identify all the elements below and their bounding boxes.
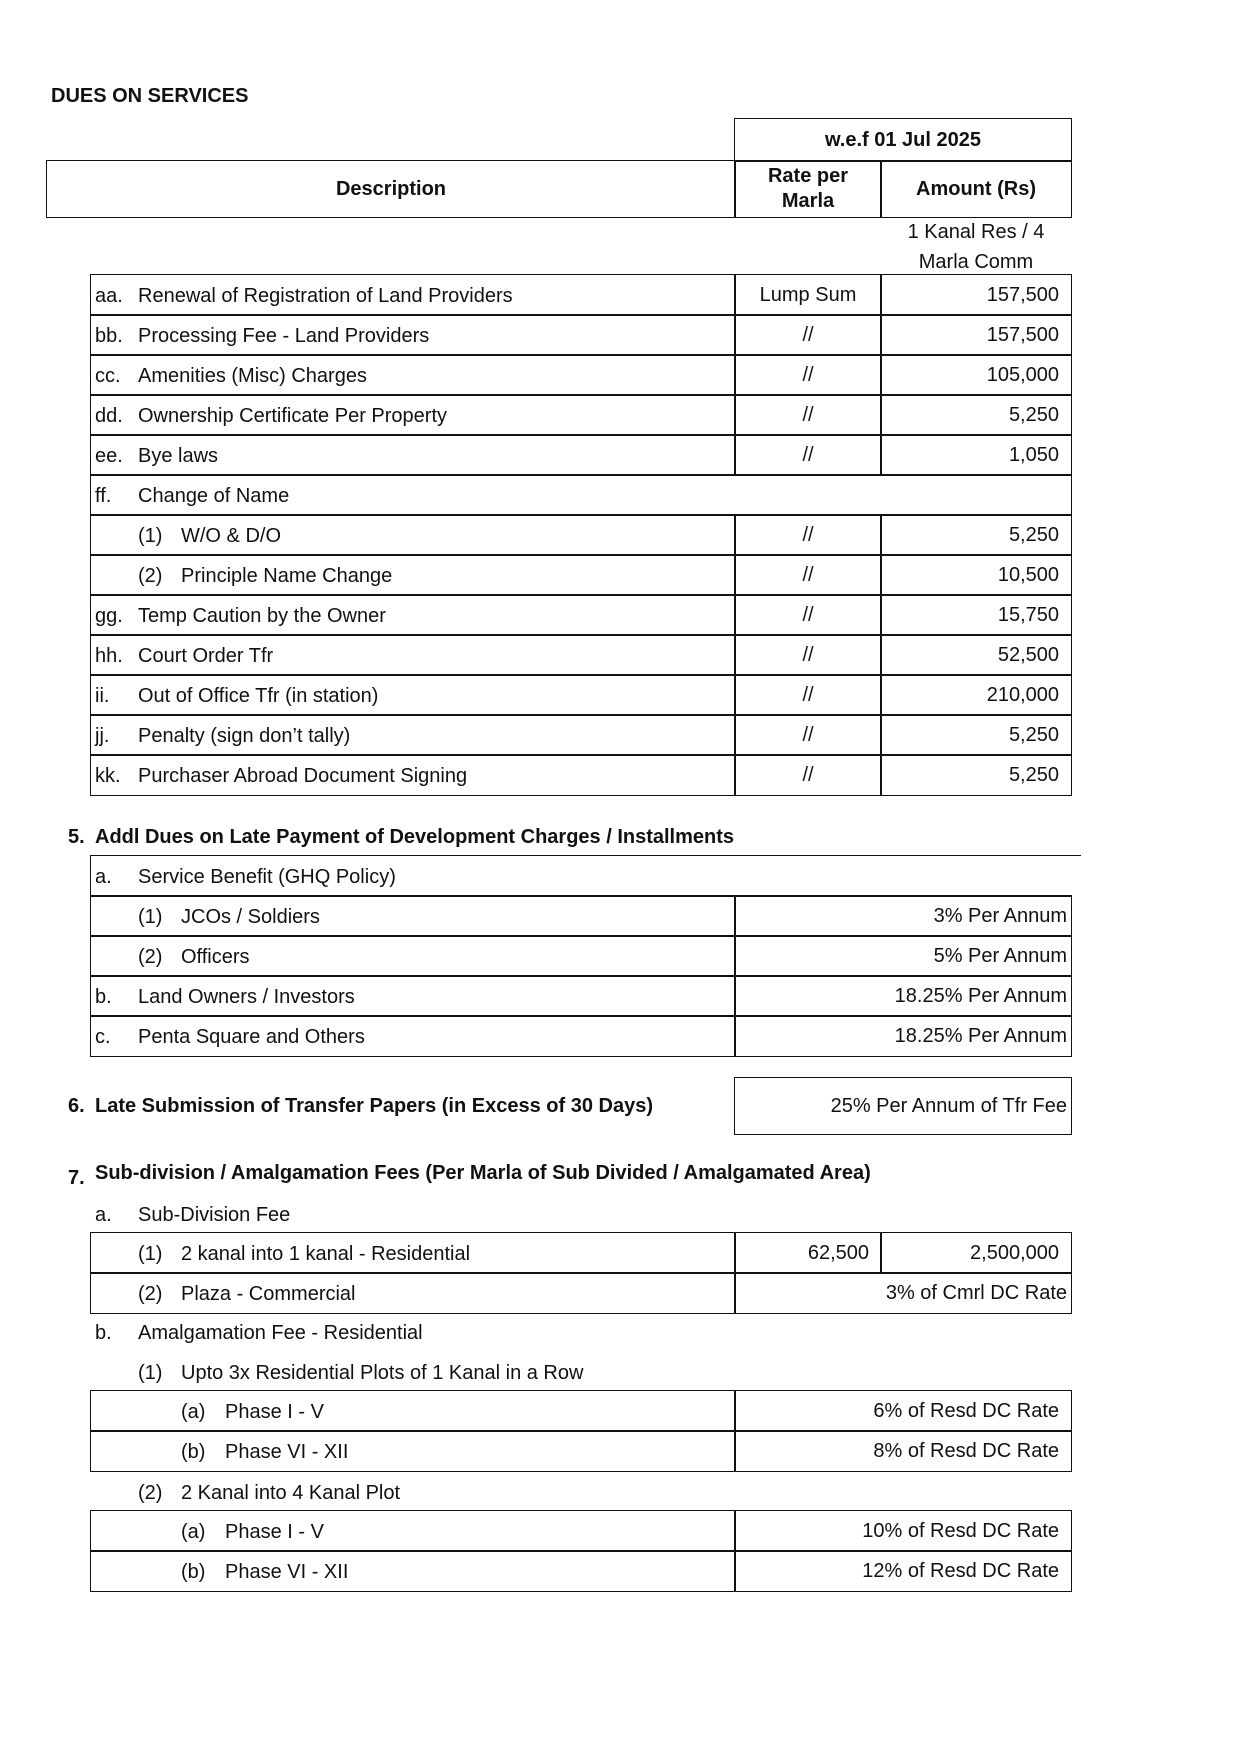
sub-note-line-2: Marla Comm: [918, 251, 1034, 273]
row-label: Principle Name Change: [181, 565, 393, 587]
row-code: kk.: [95, 765, 121, 787]
row-code: c.: [95, 1026, 111, 1048]
row-code: a.: [95, 866, 112, 888]
s7-b2-label: 2 Kanal into 4 Kanal Plot: [181, 1482, 401, 1504]
row-rate: //: [734, 594, 882, 636]
row-code: (1): [138, 525, 163, 547]
section-6-number: 6.: [68, 1095, 85, 1117]
s7-b1-code: (1): [138, 1362, 163, 1384]
row-value: 5% Per Annum: [734, 935, 1072, 977]
row-amount: 157,500: [880, 274, 1072, 316]
row-amount: 52,500: [880, 634, 1072, 676]
amount-header: Amount (Rs): [880, 160, 1072, 218]
row-rate: //: [734, 434, 882, 476]
description-header: Description: [46, 160, 736, 218]
s7-b1b-value: 8% of Resd DC Rate: [734, 1430, 1072, 1472]
row-amount: 1,050: [880, 434, 1072, 476]
row-code: cc.: [95, 365, 121, 387]
row-label: Penta Square and Others: [138, 1026, 365, 1048]
rate-per-marla-header: Rate per Marla: [734, 160, 882, 218]
row-rate: //: [734, 514, 882, 556]
sub-note-line-1: 1 Kanal Res / 4: [907, 221, 1045, 243]
s7-b-label: Amalgamation Fee - Residential: [138, 1322, 423, 1344]
s7-b2a-value: 10% of Resd DC Rate: [734, 1510, 1072, 1552]
row-label: Court Order Tfr: [138, 645, 274, 667]
s7-a2-label: Plaza - Commercial: [181, 1283, 356, 1305]
row-amount: 15,750: [880, 594, 1072, 636]
row-rate: //: [734, 634, 882, 676]
s7-b2-code: (2): [138, 1482, 163, 1504]
row-label: Land Owners / Investors: [138, 986, 355, 1008]
s7-b2b-value: 12% of Resd DC Rate: [734, 1550, 1072, 1592]
row-code: gg.: [95, 605, 123, 627]
row-label: Penalty (sign don’t tally): [138, 725, 351, 747]
s7-b2b-code: (b): [181, 1561, 206, 1583]
s7-b1b-code: (b): [181, 1441, 206, 1463]
row-code: bb.: [95, 325, 123, 347]
row-amount: 5,250: [880, 714, 1072, 756]
s7-b1a-code: (a): [181, 1401, 206, 1423]
s7-a-code: a.: [95, 1204, 112, 1226]
row-rate: //: [734, 354, 882, 396]
page-title: DUES ON SERVICES: [51, 85, 249, 107]
row-amount: 5,250: [880, 394, 1072, 436]
row-value: 18.25% Per Annum: [734, 1015, 1072, 1057]
row-label: Temp Caution by the Owner: [138, 605, 386, 627]
s7-b1b-label: Phase VI - XII: [225, 1441, 349, 1463]
s7-a-label: Sub-Division Fee: [138, 1204, 291, 1226]
row-code: hh.: [95, 645, 123, 667]
row-label: Ownership Certificate Per Property: [138, 405, 448, 427]
row-code: aa.: [95, 285, 123, 307]
s7-b1a-value: 6% of Resd DC Rate: [734, 1390, 1072, 1432]
section-5-number: 5.: [68, 826, 85, 848]
s7-b-code: b.: [95, 1322, 112, 1344]
row-code: (2): [138, 565, 163, 587]
row-rate: Lump Sum: [734, 274, 882, 316]
row-rate: //: [734, 314, 882, 356]
row-code: jj.: [95, 725, 110, 747]
s7-a1-label: 2 kanal into 1 kanal - Residential: [181, 1243, 471, 1265]
section-7-number: 7.: [68, 1167, 85, 1189]
s7-a2-value: 3% of Cmrl DC Rate: [734, 1272, 1072, 1314]
row-rate: //: [734, 554, 882, 596]
row-code: b.: [95, 986, 112, 1008]
row-rate: //: [734, 714, 882, 756]
s7-b2a-label: Phase I - V: [225, 1521, 324, 1543]
row-value: 3% Per Annum: [734, 895, 1072, 937]
s7-a1-rate: 62,500: [734, 1232, 882, 1274]
row-rate: //: [734, 394, 882, 436]
row-code: (1): [138, 906, 163, 928]
row-label: W/O & D/O: [181, 525, 281, 547]
row-code: (2): [138, 946, 163, 968]
row-label: Officers: [181, 946, 250, 968]
row-rate: //: [734, 674, 882, 716]
row-label: Bye laws: [138, 445, 219, 467]
row-label: Purchaser Abroad Document Signing: [138, 765, 468, 787]
row-label: Renewal of Registration of Land Providers: [138, 285, 513, 307]
row-label: Change of Name: [138, 485, 290, 507]
row-label: Out of Office Tfr (in station): [138, 685, 379, 707]
row-code: dd.: [95, 405, 123, 427]
row-value: 18.25% Per Annum: [734, 975, 1072, 1017]
row-amount: 10,500: [880, 554, 1072, 596]
row-rate: //: [734, 754, 882, 796]
row-label: JCOs / Soldiers: [181, 906, 320, 928]
section-6-value: 25% Per Annum of Tfr Fee: [734, 1077, 1072, 1135]
section-5-title: Addl Dues on Late Payment of Development Charges / Installments: [95, 826, 735, 848]
section-6-title: Late Submission of Transfer Papers (in Excess of 30 Days): [95, 1095, 653, 1117]
s7-a2-code: (2): [138, 1283, 163, 1305]
s7-b2b-label: Phase VI - XII: [225, 1561, 349, 1583]
s7-a1-amount: 2,500,000: [880, 1232, 1072, 1274]
row-amount: 5,250: [880, 754, 1072, 796]
row-amount: 210,000: [880, 674, 1072, 716]
row-amount: 5,250: [880, 514, 1072, 556]
section-7-title: Sub-division / Amalgamation Fees (Per Marla of Sub Divided / Amalgamated Area): [95, 1162, 871, 1184]
row-amount: 157,500: [880, 314, 1072, 356]
wef-header: w.e.f 01 Jul 2025: [734, 118, 1072, 162]
row-code: ff.: [95, 485, 112, 507]
row-label: Service Benefit (GHQ Policy): [138, 866, 396, 888]
row-code: ii.: [95, 685, 110, 707]
row-label: Processing Fee - Land Providers: [138, 325, 430, 347]
row-code: ee.: [95, 445, 123, 467]
row-label: Amenities (Misc) Charges: [138, 365, 367, 387]
row-amount: 105,000: [880, 354, 1072, 396]
s7-b2a-code: (a): [181, 1521, 206, 1543]
s7-b1-label: Upto 3x Residential Plots of 1 Kanal in a Row: [181, 1362, 584, 1384]
s7-b1a-label: Phase I - V: [225, 1401, 324, 1423]
s7-a1-code: (1): [138, 1243, 163, 1265]
